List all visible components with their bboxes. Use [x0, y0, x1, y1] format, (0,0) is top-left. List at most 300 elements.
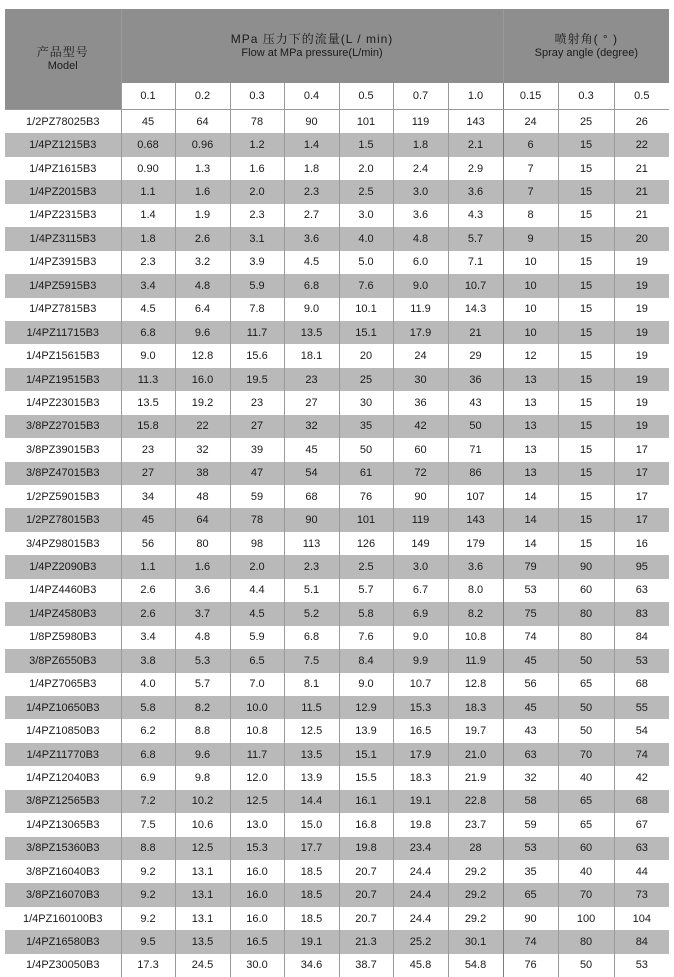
- flow-cell: 16.0: [175, 368, 230, 391]
- flow-cell: 72: [393, 462, 448, 485]
- model-cell: 1/4PZ2315B3: [5, 204, 121, 227]
- model-cell: 3/8PZ16070B3: [5, 883, 121, 906]
- angle-cell: 15: [558, 344, 614, 367]
- angle-cell: 65: [558, 813, 614, 836]
- flow-cell: 8.2: [448, 602, 503, 625]
- flow-cell: 21.9: [448, 766, 503, 789]
- flow-cell: 3.1: [230, 227, 284, 250]
- model-cell: 3/8PZ15360B3: [5, 837, 121, 860]
- flow-cell: 90: [284, 110, 339, 134]
- flow-cell: 107: [448, 485, 503, 508]
- flow-cell: 15.5: [339, 766, 393, 789]
- flow-cell: 5.7: [339, 579, 393, 602]
- table-row: [5, 532, 669, 555]
- flow-cell: 1.1: [121, 180, 175, 203]
- model-cell: 3/8PZ16040B3: [5, 860, 121, 883]
- flow-cell: 3.4: [121, 274, 175, 297]
- table-row: [5, 673, 669, 696]
- angle-cell: 17: [614, 462, 669, 485]
- flow-cell: 45: [121, 508, 175, 531]
- flow-cell: 30.0: [230, 954, 284, 977]
- flow-cell: 15.8: [121, 415, 175, 438]
- angle-cell: 20: [614, 227, 669, 250]
- model-cell: 3/8PZ6550B3: [5, 649, 121, 672]
- flow-cell: 47: [230, 462, 284, 485]
- flow-cell: 61: [339, 462, 393, 485]
- angle-cell: 19: [614, 415, 669, 438]
- angle-cell: 15: [558, 227, 614, 250]
- flow-cell: 48: [175, 485, 230, 508]
- flow-cell: 9.0: [121, 344, 175, 367]
- flow-cell: 8.8: [121, 837, 175, 860]
- flow-cell: 4.5: [284, 251, 339, 274]
- flow-cell: 16.0: [230, 860, 284, 883]
- flow-cell: 20.7: [339, 907, 393, 930]
- flow-cell: 43: [448, 391, 503, 414]
- flow-cell: 24.4: [393, 860, 448, 883]
- flow-cell: 15.1: [339, 321, 393, 344]
- angle-cell: 15: [558, 274, 614, 297]
- angle-cell: 9: [503, 227, 558, 250]
- model-cell: 1/4PZ7815B3: [5, 298, 121, 321]
- flow-cell: 24.5: [175, 954, 230, 977]
- flow-cell: 27: [284, 391, 339, 414]
- flow-cell: 9.0: [393, 626, 448, 649]
- flow-cell: 2.3: [230, 204, 284, 227]
- flow-cell: 4.8: [393, 227, 448, 250]
- flow-cell: 1.6: [230, 157, 284, 180]
- table-row: [5, 649, 669, 672]
- table-row: [5, 790, 669, 813]
- flow-cell: 15.6: [230, 344, 284, 367]
- flow-cell: 0.68: [121, 133, 175, 156]
- flow-cell: 1.9: [175, 204, 230, 227]
- flow-cell: 101: [339, 508, 393, 531]
- flow-cell: 39: [230, 438, 284, 461]
- flow-cell: 15.0: [284, 813, 339, 836]
- flow-cell: 7.8: [230, 298, 284, 321]
- flow-cell: 113: [284, 532, 339, 555]
- angle-cell: 84: [614, 626, 669, 649]
- table-row: [5, 368, 669, 391]
- flow-cell: 1.6: [175, 555, 230, 578]
- angle-cell: 10: [503, 321, 558, 344]
- flow-cell: 19.1: [393, 790, 448, 813]
- flow-cell: 6.8: [284, 626, 339, 649]
- table-row: [5, 251, 669, 274]
- table-row: [5, 954, 669, 977]
- angle-cell: 17: [614, 485, 669, 508]
- angle-cell: 90: [558, 555, 614, 578]
- table-row: [5, 415, 669, 438]
- model-cell: 3/8PZ12565B3: [5, 790, 121, 813]
- flow-cell: 8.8: [175, 719, 230, 742]
- flow-cell: 45.8: [393, 954, 448, 977]
- flow-cell: 29.2: [448, 883, 503, 906]
- table-row: [5, 883, 669, 906]
- flow-cell: 8.1: [284, 673, 339, 696]
- angle-cell: 59: [503, 813, 558, 836]
- angle-cell: 63: [614, 837, 669, 860]
- table-row: [5, 227, 669, 250]
- flow-cell: 10.2: [175, 790, 230, 813]
- model-cell: 1/4PZ160100B3: [5, 907, 121, 930]
- angle-cell: 76: [503, 954, 558, 977]
- flow-cell: 2.3: [121, 251, 175, 274]
- angle-cell: 14: [503, 508, 558, 531]
- model-cell: 3/8PZ47015B3: [5, 462, 121, 485]
- flow-cell: 86: [448, 462, 503, 485]
- flow-cell: 60: [393, 438, 448, 461]
- flow-cell: 20.7: [339, 860, 393, 883]
- flow-cell: 2.4: [393, 157, 448, 180]
- flow-cell: 13.1: [175, 883, 230, 906]
- table-row: [5, 180, 669, 203]
- flow-cell: 101: [339, 110, 393, 134]
- angle-cell: 35: [503, 860, 558, 883]
- flow-cell: 64: [175, 508, 230, 531]
- flow-cell: 15.3: [230, 837, 284, 860]
- flow-cell: 13.5: [284, 321, 339, 344]
- flow-cell: 2.1: [448, 133, 503, 156]
- flow-cell: 3.6: [448, 180, 503, 203]
- table-row: [5, 274, 669, 297]
- angle-header-zh: 喷射角( ° ): [504, 32, 670, 47]
- flow-column-header: [121, 9, 503, 83]
- model-cell: 1/4PZ30050B3: [5, 954, 121, 977]
- flow-cell: 149: [393, 532, 448, 555]
- angle-cell: 80: [558, 626, 614, 649]
- model-cell: 1/4PZ4460B3: [5, 579, 121, 602]
- model-cell: 1/4PZ10850B3: [5, 719, 121, 742]
- angle-cell: 15: [558, 438, 614, 461]
- angle-cell: 53: [614, 954, 669, 977]
- flow-cell: 9.2: [121, 907, 175, 930]
- angle-cell: 15: [558, 532, 614, 555]
- flow-cell: 90: [393, 485, 448, 508]
- flow-cell: 10.7: [393, 673, 448, 696]
- flow-cell: 17.9: [393, 743, 448, 766]
- model-cell: 1/4PZ12040B3: [5, 766, 121, 789]
- model-cell: 1/8PZ5980B3: [5, 626, 121, 649]
- model-cell: 1/4PZ5915B3: [5, 274, 121, 297]
- angle-cell: 53: [503, 837, 558, 860]
- flow-cell: 19.5: [230, 368, 284, 391]
- flow-cell: 9.6: [175, 743, 230, 766]
- flow-cell: 6.7: [393, 579, 448, 602]
- angle-cell: 40: [558, 860, 614, 883]
- angle-cell: 68: [614, 790, 669, 813]
- flow-cell: 29.2: [448, 860, 503, 883]
- flow-cell: 17.3: [121, 954, 175, 977]
- flow-cell: 3.6: [284, 227, 339, 250]
- flow-cell: 9.6: [175, 321, 230, 344]
- spray-nozzle-spec-table: [5, 9, 669, 977]
- angle-cell: 67: [614, 813, 669, 836]
- angle-cell: 14: [503, 532, 558, 555]
- angle-cell: 15: [558, 391, 614, 414]
- flow-cell: 23: [121, 438, 175, 461]
- angle-cell: 10: [503, 298, 558, 321]
- flow-cell: 7.6: [339, 274, 393, 297]
- flow-cell: 59: [230, 485, 284, 508]
- flow-cell: 19.1: [284, 930, 339, 953]
- angle-cell: 65: [503, 883, 558, 906]
- flow-cell: 11.9: [393, 298, 448, 321]
- flow-cell: 12.8: [175, 344, 230, 367]
- flow-cell: 2.7: [284, 204, 339, 227]
- angle-cell: 53: [503, 579, 558, 602]
- angle-cell: 19: [614, 368, 669, 391]
- flow-cell: 21: [448, 321, 503, 344]
- flow-cell: 7.1: [448, 251, 503, 274]
- angle-cell: 15: [558, 415, 614, 438]
- flow-cell: 27: [230, 415, 284, 438]
- model-cell: 3/8PZ39015B3: [5, 438, 121, 461]
- flow-cell: 10.1: [339, 298, 393, 321]
- flow-cell: 8.2: [175, 696, 230, 719]
- flow-cell: 12.5: [175, 837, 230, 860]
- flow-cell: 14.4: [284, 790, 339, 813]
- pressure-header: 0.3: [230, 83, 284, 110]
- angle-cell: 14: [503, 485, 558, 508]
- flow-cell: 25: [339, 368, 393, 391]
- angle-cell: 13: [503, 391, 558, 414]
- flow-cell: 56: [121, 532, 175, 555]
- model-cell: 3/8PZ27015B3: [5, 415, 121, 438]
- flow-cell: 23.4: [393, 837, 448, 860]
- angle-cell: 60: [558, 579, 614, 602]
- flow-cell: 5.7: [175, 673, 230, 696]
- flow-cell: 13.5: [175, 930, 230, 953]
- angle-cell: 73: [614, 883, 669, 906]
- flow-cell: 3.2: [175, 251, 230, 274]
- pressure-header: 0.5: [339, 83, 393, 110]
- flow-cell: 11.9: [448, 649, 503, 672]
- flow-cell: 5.9: [230, 274, 284, 297]
- flow-cell: 45: [121, 110, 175, 134]
- angle-cell: 45: [503, 696, 558, 719]
- table-row: [5, 860, 669, 883]
- flow-cell: 23: [230, 391, 284, 414]
- angle-cell: 70: [558, 743, 614, 766]
- angle-cell: 15: [558, 298, 614, 321]
- flow-cell: 2.6: [121, 579, 175, 602]
- angle-cell: 24: [503, 110, 558, 134]
- angle-cell: 42: [614, 766, 669, 789]
- table-row: [5, 696, 669, 719]
- flow-cell: 3.0: [393, 180, 448, 203]
- angle-cell: 68: [614, 673, 669, 696]
- flow-cell: 6.2: [121, 719, 175, 742]
- model-cell: 1/4PZ4580B3: [5, 602, 121, 625]
- flow-cell: 3.8: [121, 649, 175, 672]
- angle-cell: 17: [614, 438, 669, 461]
- flow-cell: 18.5: [284, 907, 339, 930]
- flow-cell: 2.6: [121, 602, 175, 625]
- angle-cell: 74: [503, 930, 558, 953]
- flow-cell: 6.9: [393, 602, 448, 625]
- table-row: [5, 555, 669, 578]
- flow-cell: 9.2: [121, 883, 175, 906]
- angle-cell: 95: [614, 555, 669, 578]
- angle-cell: 13: [503, 438, 558, 461]
- flow-cell: 24.4: [393, 907, 448, 930]
- angle-cell: 79: [503, 555, 558, 578]
- flow-cell: 5.1: [284, 579, 339, 602]
- flow-cell: 2.0: [230, 180, 284, 203]
- angle-cell: 10: [503, 274, 558, 297]
- model-header-en: Model: [5, 60, 121, 73]
- pressure-header: 1.0: [448, 83, 503, 110]
- angle-cell: 50: [558, 954, 614, 977]
- angle-cell: 75: [503, 602, 558, 625]
- flow-cell: 11.3: [121, 368, 175, 391]
- angle-cell: 15: [558, 485, 614, 508]
- flow-cell: 8.0: [448, 579, 503, 602]
- pressure-header: 0.7: [393, 83, 448, 110]
- angle-cell: 13: [503, 462, 558, 485]
- angle-cell: 100: [558, 907, 614, 930]
- model-cell: 1/4PZ23015B3: [5, 391, 121, 414]
- flow-cell: 143: [448, 508, 503, 531]
- flow-cell: 5.7: [448, 227, 503, 250]
- flow-cell: 9.9: [393, 649, 448, 672]
- angle-cell: 104: [614, 907, 669, 930]
- flow-cell: 20: [339, 344, 393, 367]
- flow-cell: 16.5: [393, 719, 448, 742]
- flow-cell: 3.0: [339, 204, 393, 227]
- flow-cell: 25.2: [393, 930, 448, 953]
- flow-cell: 4.0: [339, 227, 393, 250]
- flow-cell: 6.0: [393, 251, 448, 274]
- model-cell: 3/4PZ98015B3: [5, 532, 121, 555]
- angle-cell: 40: [558, 766, 614, 789]
- angle-cell: 65: [558, 673, 614, 696]
- flow-cell: 5.8: [121, 696, 175, 719]
- flow-cell: 8.4: [339, 649, 393, 672]
- flow-cell: 80: [175, 532, 230, 555]
- flow-cell: 2.0: [339, 157, 393, 180]
- model-cell: 1/2PZ59015B3: [5, 485, 121, 508]
- flow-cell: 10.0: [230, 696, 284, 719]
- flow-cell: 7.0: [230, 673, 284, 696]
- flow-cell: 78: [230, 508, 284, 531]
- flow-cell: 13.5: [121, 391, 175, 414]
- flow-cell: 12.0: [230, 766, 284, 789]
- flow-cell: 18.5: [284, 860, 339, 883]
- angle-cell: 50: [558, 719, 614, 742]
- spray-angle-column-header: [503, 9, 669, 83]
- angle-cell: 19: [614, 274, 669, 297]
- table-row: [5, 321, 669, 344]
- angle-cell: 12: [503, 344, 558, 367]
- flow-cell: 1.1: [121, 555, 175, 578]
- table-row: [5, 133, 669, 156]
- flow-cell: 30.1: [448, 930, 503, 953]
- flow-cell: 13.9: [339, 719, 393, 742]
- model-cell: 1/4PZ11715B3: [5, 321, 121, 344]
- flow-cell: 3.6: [448, 555, 503, 578]
- table-row: [5, 602, 669, 625]
- flow-cell: 36: [393, 391, 448, 414]
- angle-cell: 16: [614, 532, 669, 555]
- table-row: [5, 462, 669, 485]
- flow-cell: 119: [393, 110, 448, 134]
- flow-cell: 12.5: [284, 719, 339, 742]
- flow-cell: 98: [230, 532, 284, 555]
- angle-cell: 8: [503, 204, 558, 227]
- table-row: [5, 719, 669, 742]
- table-row: [5, 204, 669, 227]
- model-cell: 1/4PZ1215B3: [5, 133, 121, 156]
- angle-cell: 80: [558, 930, 614, 953]
- flow-cell: 35: [339, 415, 393, 438]
- model-cell: 1/4PZ7065B3: [5, 673, 121, 696]
- angle-pressure-header: 0.3: [558, 83, 614, 110]
- flow-cell: 1.5: [339, 133, 393, 156]
- flow-cell: 50: [448, 415, 503, 438]
- flow-cell: 42: [393, 415, 448, 438]
- flow-cell: 21.3: [339, 930, 393, 953]
- table-row: [5, 391, 669, 414]
- flow-cell: 20.7: [339, 883, 393, 906]
- angle-cell: 15: [558, 133, 614, 156]
- pressure-header: 0.1: [121, 83, 175, 110]
- flow-cell: 6.4: [175, 298, 230, 321]
- flow-cell: 7.5: [284, 649, 339, 672]
- flow-cell: 34: [121, 485, 175, 508]
- flow-cell: 71: [448, 438, 503, 461]
- flow-cell: 38.7: [339, 954, 393, 977]
- angle-cell: 25: [558, 110, 614, 134]
- angle-cell: 21: [614, 180, 669, 203]
- flow-cell: 6.8: [284, 274, 339, 297]
- flow-cell: 16.0: [230, 907, 284, 930]
- angle-cell: 19: [614, 321, 669, 344]
- flow-cell: 29.2: [448, 907, 503, 930]
- flow-cell: 179: [448, 532, 503, 555]
- angle-cell: 15: [558, 251, 614, 274]
- flow-cell: 4.4: [230, 579, 284, 602]
- flow-cell: 119: [393, 508, 448, 531]
- flow-cell: 17.9: [393, 321, 448, 344]
- model-cell: 1/4PZ3115B3: [5, 227, 121, 250]
- angle-cell: 19: [614, 391, 669, 414]
- angle-cell: 70: [558, 883, 614, 906]
- flow-cell: 24.4: [393, 883, 448, 906]
- table-row: [5, 766, 669, 789]
- flow-cell: 29: [448, 344, 503, 367]
- model-cell: 1/4PZ15615B3: [5, 344, 121, 367]
- flow-cell: 6.8: [121, 743, 175, 766]
- flow-cell: 28: [448, 837, 503, 860]
- flow-cell: 2.5: [339, 555, 393, 578]
- flow-cell: 1.8: [393, 133, 448, 156]
- flow-cell: 3.7: [175, 602, 230, 625]
- flow-cell: 13.1: [175, 860, 230, 883]
- angle-cell: 15: [558, 368, 614, 391]
- flow-cell: 13.9: [284, 766, 339, 789]
- model-cell: 1/4PZ13065B3: [5, 813, 121, 836]
- table-row: [5, 157, 669, 180]
- flow-cell: 19.8: [393, 813, 448, 836]
- flow-cell: 2.6: [175, 227, 230, 250]
- angle-cell: 58: [503, 790, 558, 813]
- angle-cell: 63: [503, 743, 558, 766]
- flow-cell: 11.7: [230, 743, 284, 766]
- angle-cell: 90: [503, 907, 558, 930]
